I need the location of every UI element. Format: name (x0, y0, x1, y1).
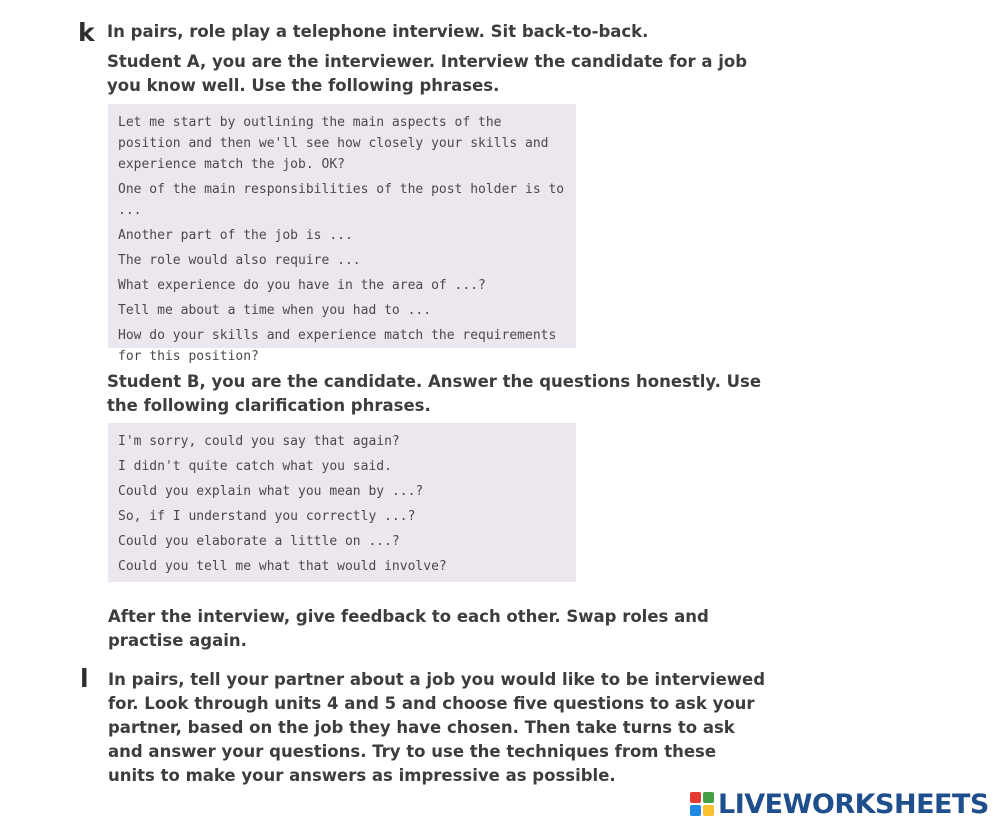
interviewer-phrase: How do your skills and experience match the requirements for this position? (118, 328, 557, 364)
logo-square-green (703, 792, 714, 803)
logo-square-blue (690, 805, 701, 816)
interviewer-phrases-box (108, 104, 576, 364)
interviewer-phrase: Another part of the job is ... (118, 228, 353, 243)
clarification-phrase: Could you explain what you mean by ...? (118, 484, 424, 499)
clarification-phrase: So, if I understand you correctly ...? (118, 509, 416, 524)
section-l-letter: l (80, 664, 89, 693)
student-b-instruction: Student B, you are the candidate. Answer the questions honestly. Use the following clarification phrases. (107, 372, 762, 415)
interviewer-phrase: The role would also require ... (118, 253, 361, 268)
interviewer-phrase: Tell me about a time when you had to ... (118, 303, 432, 318)
liveworksheets-logo-icon (690, 792, 714, 816)
interviewer-phrase: One of the main responsibilities of the post holder is to ... (118, 182, 565, 218)
logo-square-red (690, 792, 701, 803)
clarification-phrase: I didn't quite catch what you said. (118, 459, 392, 474)
section-l-instruction: In pairs, tell your partner about a job you would like to be interviewed for. Look through units 4 and 5 and choose five questions to ask your partner, based on the job they have chosen. Then take turns to ask and answer your questions. Try to use the techniques from these units to make your answers as impressive as possible. (108, 670, 766, 785)
liveworksheets-logo-text: LIVEWORKSHEETS (718, 788, 989, 820)
clarification-phrase: Could you elaborate a little on ...? (118, 534, 400, 549)
section-k-letter: k (78, 18, 95, 47)
logo-square-yellow (703, 805, 714, 816)
after-interview-instruction: After the interview, give feedback to each other. Swap roles and practise again. (108, 607, 709, 650)
clarification-phrases-box (108, 423, 576, 582)
clarification-phrase: I'm sorry, could you say that again? (118, 434, 400, 449)
liveworksheets-watermark (690, 787, 989, 821)
clarification-phrase: Could you tell me what that would involve? (118, 559, 447, 574)
interviewer-phrase: Let me start by outlining the main aspects of the position and then we'll see how closely your skills and experience match the job. OK? (118, 115, 549, 172)
section-k-instruction: In pairs, role play a telephone interview. Sit back-to-back. (107, 22, 649, 41)
interviewer-phrase: What experience do you have in the area of ...? (118, 278, 486, 293)
student-a-instruction: Student A, you are the interviewer. Interview the candidate for a job you know well. Use the following phrases. (107, 52, 748, 95)
